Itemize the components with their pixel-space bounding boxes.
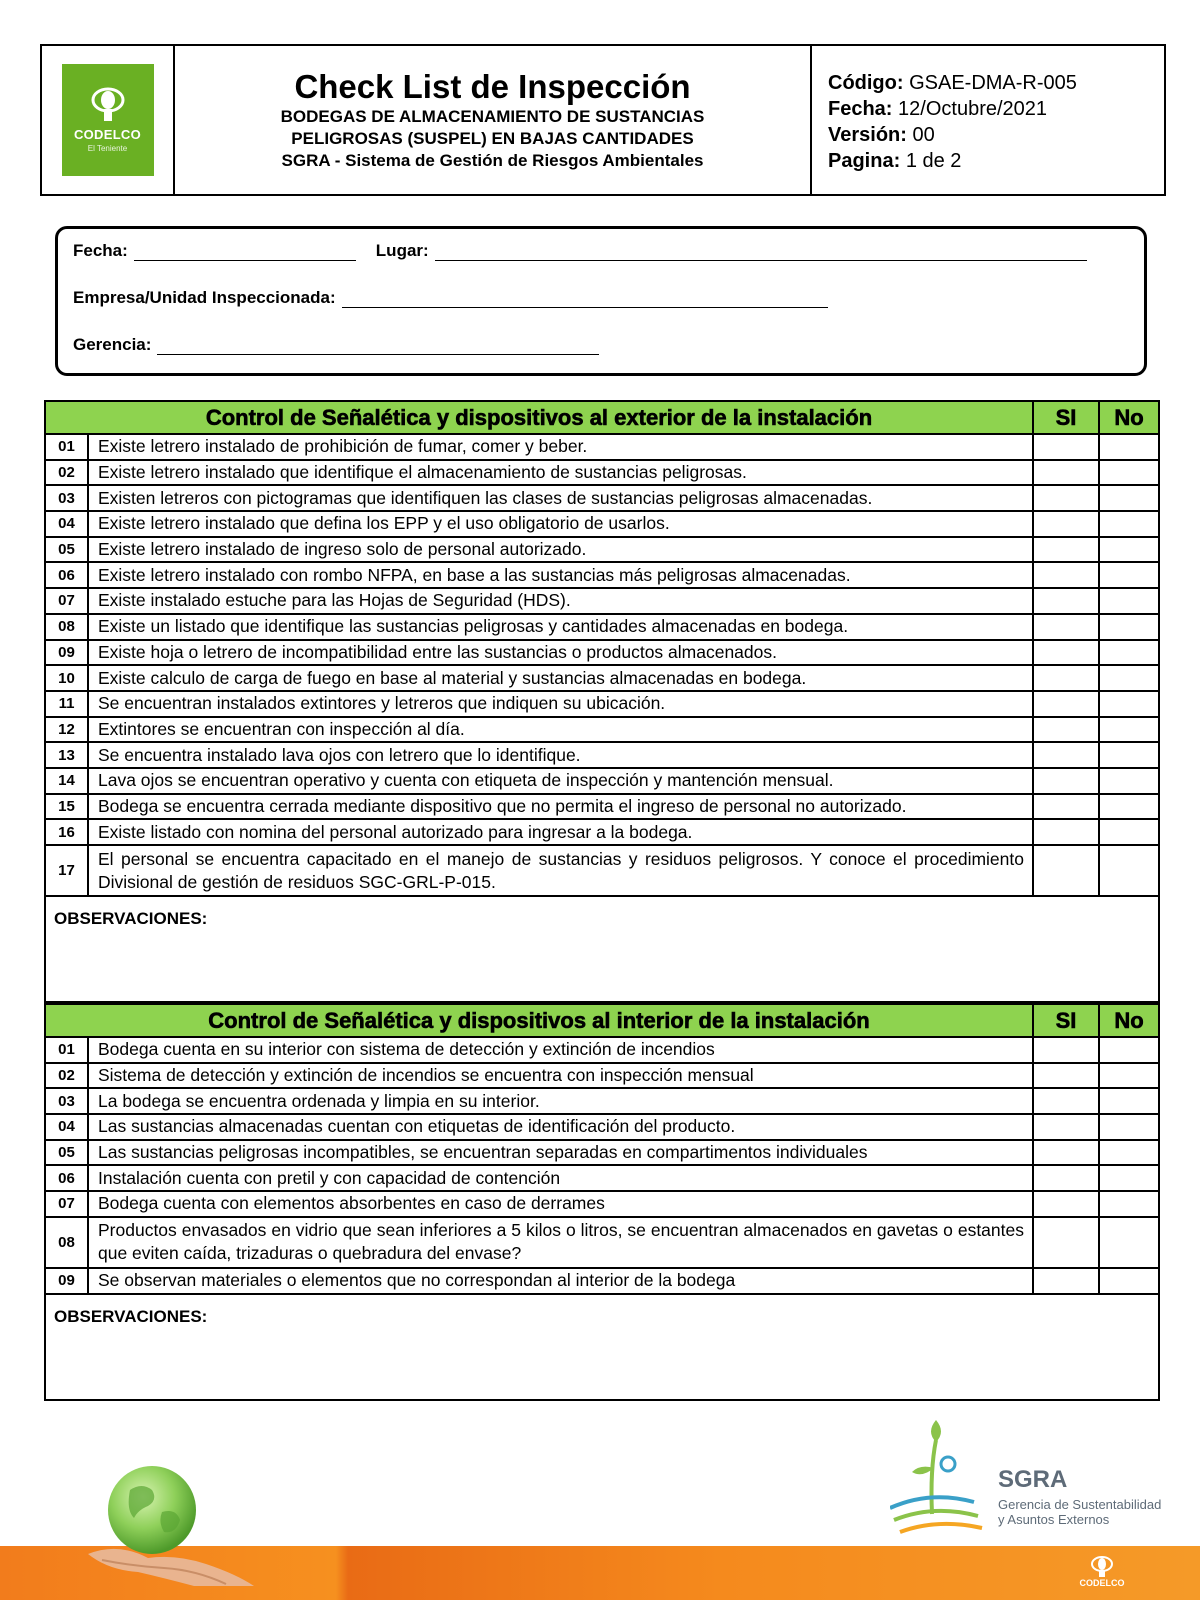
subtitle-line-2: PELIGROSAS (SUSPEL) EN BAJAS CANTIDADES [291, 129, 694, 148]
item-text: Existe letrero instalado de ingreso solo de personal autorizado. [89, 538, 1034, 562]
item-text: Existe un listado que identifique las sustancias peligrosas y cantidades almacenadas en bodega. [89, 615, 1034, 639]
item-number: 09 [46, 641, 89, 665]
table-row [46, 435, 1158, 461]
item-number: 07 [46, 589, 89, 613]
si-checkbox-cell[interactable] [1034, 743, 1100, 767]
table-header [46, 1005, 1158, 1038]
no-column-header: No [1114, 1008, 1144, 1033]
item-text: Se encuentra instalado lava ojos con letrero que lo identifique. [89, 743, 1034, 767]
si-checkbox-cell[interactable] [1034, 512, 1100, 536]
item-text: Bodega cuenta con elementos absorbentes en caso de derrames [89, 1192, 1034, 1216]
item-number: 15 [46, 795, 89, 819]
gerencia-row [73, 335, 599, 355]
si-checkbox-cell[interactable] [1034, 1269, 1100, 1293]
title-cell [175, 46, 812, 194]
table-row [46, 1218, 1158, 1269]
item-number: 04 [46, 1115, 89, 1139]
no-checkbox-cell[interactable] [1100, 820, 1158, 844]
si-checkbox-cell[interactable] [1034, 692, 1100, 716]
si-checkbox-cell[interactable] [1034, 1115, 1100, 1139]
si-checkbox-cell[interactable] [1034, 538, 1100, 562]
si-checkbox-cell[interactable] [1034, 563, 1100, 587]
version-row: Versión: 00 [828, 124, 935, 146]
fecha-label: Fecha: [73, 241, 128, 260]
item-number: 05 [46, 538, 89, 562]
pagina-value: 1 de 2 [905, 150, 962, 172]
empresa-field[interactable] [342, 290, 828, 308]
table-row [46, 718, 1158, 744]
no-checkbox-cell[interactable] [1100, 718, 1158, 742]
item-number: 10 [46, 666, 89, 690]
no-checkbox-cell[interactable] [1100, 615, 1158, 639]
table-row [46, 692, 1158, 718]
checklist-rows [46, 435, 1158, 897]
table-row [46, 1166, 1158, 1192]
fecha-lugar-row [73, 241, 1087, 261]
table-header [46, 402, 1158, 435]
si-checkbox-cell[interactable] [1034, 820, 1100, 844]
no-checkbox-cell[interactable] [1100, 1038, 1158, 1062]
table-row [46, 666, 1158, 692]
fecha-field[interactable] [134, 243, 356, 261]
item-text: Existe calculo de carga de fuego en base al material y sustancias almacenadas en bodega. [89, 666, 1034, 690]
no-checkbox-cell[interactable] [1100, 1115, 1158, 1139]
codelco-logo [62, 64, 154, 176]
item-text: Existe hoja o letrero de incompatibilidad entre las sustancias o productos almacenados. [89, 641, 1034, 665]
item-number: 13 [46, 743, 89, 767]
table-row [46, 743, 1158, 769]
item-text: El personal se encuentra capacitado en el manejo de sustancias y residuos peligrosos. Y conoce el procedimiento Divisional de gestión de residuos SGC-GRL-P-015. [89, 846, 1034, 895]
no-checkbox-cell[interactable] [1100, 435, 1158, 459]
item-text: Las sustancias almacenadas cuentan con etiquetas de identificación del producto. [89, 1115, 1034, 1139]
lugar-field[interactable] [435, 243, 1087, 261]
codigo-row: Código: GSAE-DMA-R-005 [828, 72, 1077, 94]
fecha-row: Fecha: 12/Octubre/2021 [828, 98, 1048, 120]
table-row [46, 795, 1158, 821]
item-number: 16 [46, 820, 89, 844]
si-column-header: SI [1034, 1005, 1100, 1036]
empresa-row [73, 288, 828, 308]
section-title: Control de Señalética y dispositivos al exterior de la instalación [46, 402, 1034, 433]
logo-text: CODELCO [73, 127, 142, 142]
item-number: 04 [46, 512, 89, 536]
table-row [46, 1141, 1158, 1167]
no-checkbox-cell[interactable] [1100, 795, 1158, 819]
no-checkbox-cell[interactable] [1100, 1064, 1158, 1088]
observaciones-label: OBSERVACIONES: [54, 909, 208, 928]
item-number: 07 [46, 1192, 89, 1216]
item-number: 03 [46, 1089, 89, 1113]
inspection-form-box [55, 226, 1147, 376]
item-text: Existe letrero instalado de prohibición de fumar, comer y beber. [89, 435, 1034, 459]
no-checkbox-cell[interactable] [1100, 1269, 1158, 1293]
table-row [46, 461, 1158, 487]
item-text: Existen letreros con pictogramas que identifiquen las clases de sustancias peligrosas almacenadas. [89, 486, 1034, 510]
gerencia-label: Gerencia: [73, 335, 152, 354]
no-checkbox-cell[interactable] [1100, 666, 1158, 690]
no-checkbox-cell[interactable] [1100, 563, 1158, 587]
table-row [46, 512, 1158, 538]
item-number: 12 [46, 718, 89, 742]
si-checkbox-cell[interactable] [1034, 795, 1100, 819]
empresa-label: Empresa/Unidad Inspeccionada: [73, 288, 336, 307]
table-row [46, 1115, 1158, 1141]
table-row [46, 538, 1158, 564]
si-checkbox-cell[interactable] [1034, 589, 1100, 613]
item-number: 02 [46, 461, 89, 485]
item-number: 09 [46, 1269, 89, 1293]
item-number: 06 [46, 563, 89, 587]
table-row [46, 1038, 1158, 1064]
si-checkbox-cell[interactable] [1034, 666, 1100, 690]
item-number: 01 [46, 1038, 89, 1062]
si-column-header: SI [1034, 402, 1100, 433]
section-title: Control de Señalética y dispositivos al interior de la instalación [46, 1005, 1034, 1036]
item-text: Productos envasados en vidrio que sean inferiores a 5 kilos o litros, se encuentran almacenados en gavetas o estantes que eviten caída, trizaduras o quebradura del envase? [89, 1218, 1034, 1267]
observaciones-box[interactable] [46, 1295, 1158, 1401]
item-number: 11 [46, 692, 89, 716]
si-checkbox-cell[interactable] [1034, 1141, 1100, 1165]
item-text: Extintores se encuentran con inspección al día. [89, 718, 1034, 742]
item-text: Existe letrero instalado que defina los EPP y el uso obligatorio de usarlos. [89, 512, 1034, 536]
page-title: Check List de Inspección [294, 68, 691, 105]
table-row [46, 846, 1158, 897]
item-text: Las sustancias peligrosas incompatibles, se encuentran separadas en compartimentos individuales [89, 1141, 1034, 1165]
document-info [812, 46, 1164, 194]
fecha-value: 12/Octubre/2021 [898, 98, 1048, 120]
item-text: Existe letrero instalado que identifique el almacenamiento de sustancias peligrosas. [89, 461, 1034, 485]
table-row [46, 820, 1158, 846]
lugar-label: Lugar: [375, 241, 429, 260]
si-checkbox-cell[interactable] [1034, 641, 1100, 665]
no-checkbox-cell[interactable] [1100, 769, 1158, 793]
checklist-rows [46, 1038, 1158, 1295]
si-checkbox-cell[interactable] [1034, 769, 1100, 793]
si-checkbox-cell[interactable] [1034, 461, 1100, 485]
subtitle-line-1: BODEGAS DE ALMACENAMIENTO DE SUSTANCIAS [280, 107, 705, 126]
no-checkbox-cell[interactable] [1100, 692, 1158, 716]
no-checkbox-cell[interactable] [1100, 512, 1158, 536]
si-checkbox-cell[interactable] [1034, 615, 1100, 639]
gerencia-field[interactable] [157, 337, 599, 355]
logo-cell [42, 46, 175, 194]
table-row [46, 1089, 1158, 1115]
no-checkbox-cell[interactable] [1100, 538, 1158, 562]
si-checkbox-cell[interactable] [1034, 435, 1100, 459]
item-text: Existe instalado estuche para las Hojas de Seguridad (HDS). [89, 589, 1034, 613]
document-header [40, 44, 1166, 196]
si-checkbox-cell[interactable] [1034, 1218, 1100, 1267]
pagina-row: Pagina: 1 de 2 [828, 150, 962, 172]
table-row [46, 563, 1158, 589]
table-row [46, 641, 1158, 667]
item-text: Bodega cuenta en su interior con sistema de detección y extinción de incendios [89, 1038, 1034, 1062]
si-checkbox-cell[interactable] [1034, 1192, 1100, 1216]
table-row [46, 615, 1158, 641]
si-checkbox-cell[interactable] [1034, 1064, 1100, 1088]
item-number: 08 [46, 615, 89, 639]
globe-in-hands-icon [80, 1462, 260, 1587]
item-number: 14 [46, 769, 89, 793]
item-text: Bodega se encuentra cerrada mediante dispositivo que no permita el ingreso de personal no autorizado. [89, 795, 1034, 819]
si-checkbox-cell[interactable] [1034, 1089, 1100, 1113]
table-row [46, 769, 1158, 795]
interior-checklist-table [44, 1003, 1160, 1401]
item-text: Existe letrero instalado con rombo NFPA, en base a las sustancias más peligrosas almacenadas. [89, 563, 1034, 587]
no-checkbox-cell[interactable] [1100, 486, 1158, 510]
no-checkbox-cell[interactable] [1100, 1166, 1158, 1190]
no-checkbox-cell[interactable] [1100, 743, 1158, 767]
item-text: Se observan materiales o elementos que no correspondan al interior de la bodega [89, 1269, 1034, 1293]
si-checkbox-cell[interactable] [1034, 486, 1100, 510]
no-checkbox-cell[interactable] [1100, 846, 1158, 895]
item-text: Instalación cuenta con pretil y con capacidad de contención [89, 1166, 1034, 1190]
no-checkbox-cell[interactable] [1100, 589, 1158, 613]
item-text: La bodega se encuentra ordenada y limpia en su interior. [89, 1089, 1034, 1113]
table-row [46, 589, 1158, 615]
exterior-checklist-table [44, 400, 1160, 1003]
si-checkbox-cell[interactable] [1034, 1166, 1100, 1190]
logo-subtext: El Teniente [87, 144, 128, 153]
item-number: 08 [46, 1218, 89, 1267]
sgra-description: Gerencia de Sustentabilidad y Asuntos Externos [998, 1497, 1162, 1527]
no-checkbox-cell[interactable] [1100, 1141, 1158, 1165]
no-checkbox-cell[interactable] [1100, 461, 1158, 485]
item-text: Se encuentran instalados extintores y letreros que indiquen su ubicación. [89, 692, 1034, 716]
item-text: Existe listado con nomina del personal autorizado para ingresar a la bodega. [89, 820, 1034, 844]
sgra-name: SGRA [998, 1466, 1068, 1493]
table-row [46, 1192, 1158, 1218]
item-number: 01 [46, 435, 89, 459]
observaciones-box[interactable] [46, 897, 1158, 1003]
si-checkbox-cell[interactable] [1034, 1038, 1100, 1062]
footer-codelco-text: CODELCO [1079, 1578, 1125, 1588]
version-value: 00 [912, 124, 935, 146]
item-number: 05 [46, 1141, 89, 1165]
item-number: 02 [46, 1064, 89, 1088]
item-text: Sistema de detección y extinción de incendios se encuentra con inspección mensual [89, 1064, 1034, 1088]
item-text: Lava ojos se encuentran operativo y cuenta con etiqueta de inspección y mantención mensual. [89, 769, 1034, 793]
codelco-emblem-icon [88, 87, 128, 123]
codelco-emblem-icon [1089, 1556, 1115, 1578]
table-row [46, 1064, 1158, 1090]
no-checkbox-cell[interactable] [1100, 1192, 1158, 1216]
no-checkbox-cell[interactable] [1100, 1089, 1158, 1113]
si-checkbox-cell[interactable] [1034, 718, 1100, 742]
item-number: 06 [46, 1166, 89, 1190]
table-row [46, 1269, 1158, 1295]
item-number: 03 [46, 486, 89, 510]
no-column-header: No [1114, 405, 1144, 430]
footer-codelco-logo [1072, 1556, 1132, 1596]
codigo-value: GSAE-DMA-R-005 [909, 72, 1077, 94]
no-checkbox-cell[interactable] [1100, 641, 1158, 665]
si-checkbox-cell[interactable] [1034, 846, 1100, 895]
observaciones-label: OBSERVACIONES: [54, 1306, 208, 1326]
no-checkbox-cell[interactable] [1100, 1218, 1158, 1267]
system-line: SGRA - Sistema de Gestión de Riesgos Ambientales [281, 151, 704, 170]
item-number: 17 [46, 846, 89, 895]
table-row [46, 486, 1158, 512]
